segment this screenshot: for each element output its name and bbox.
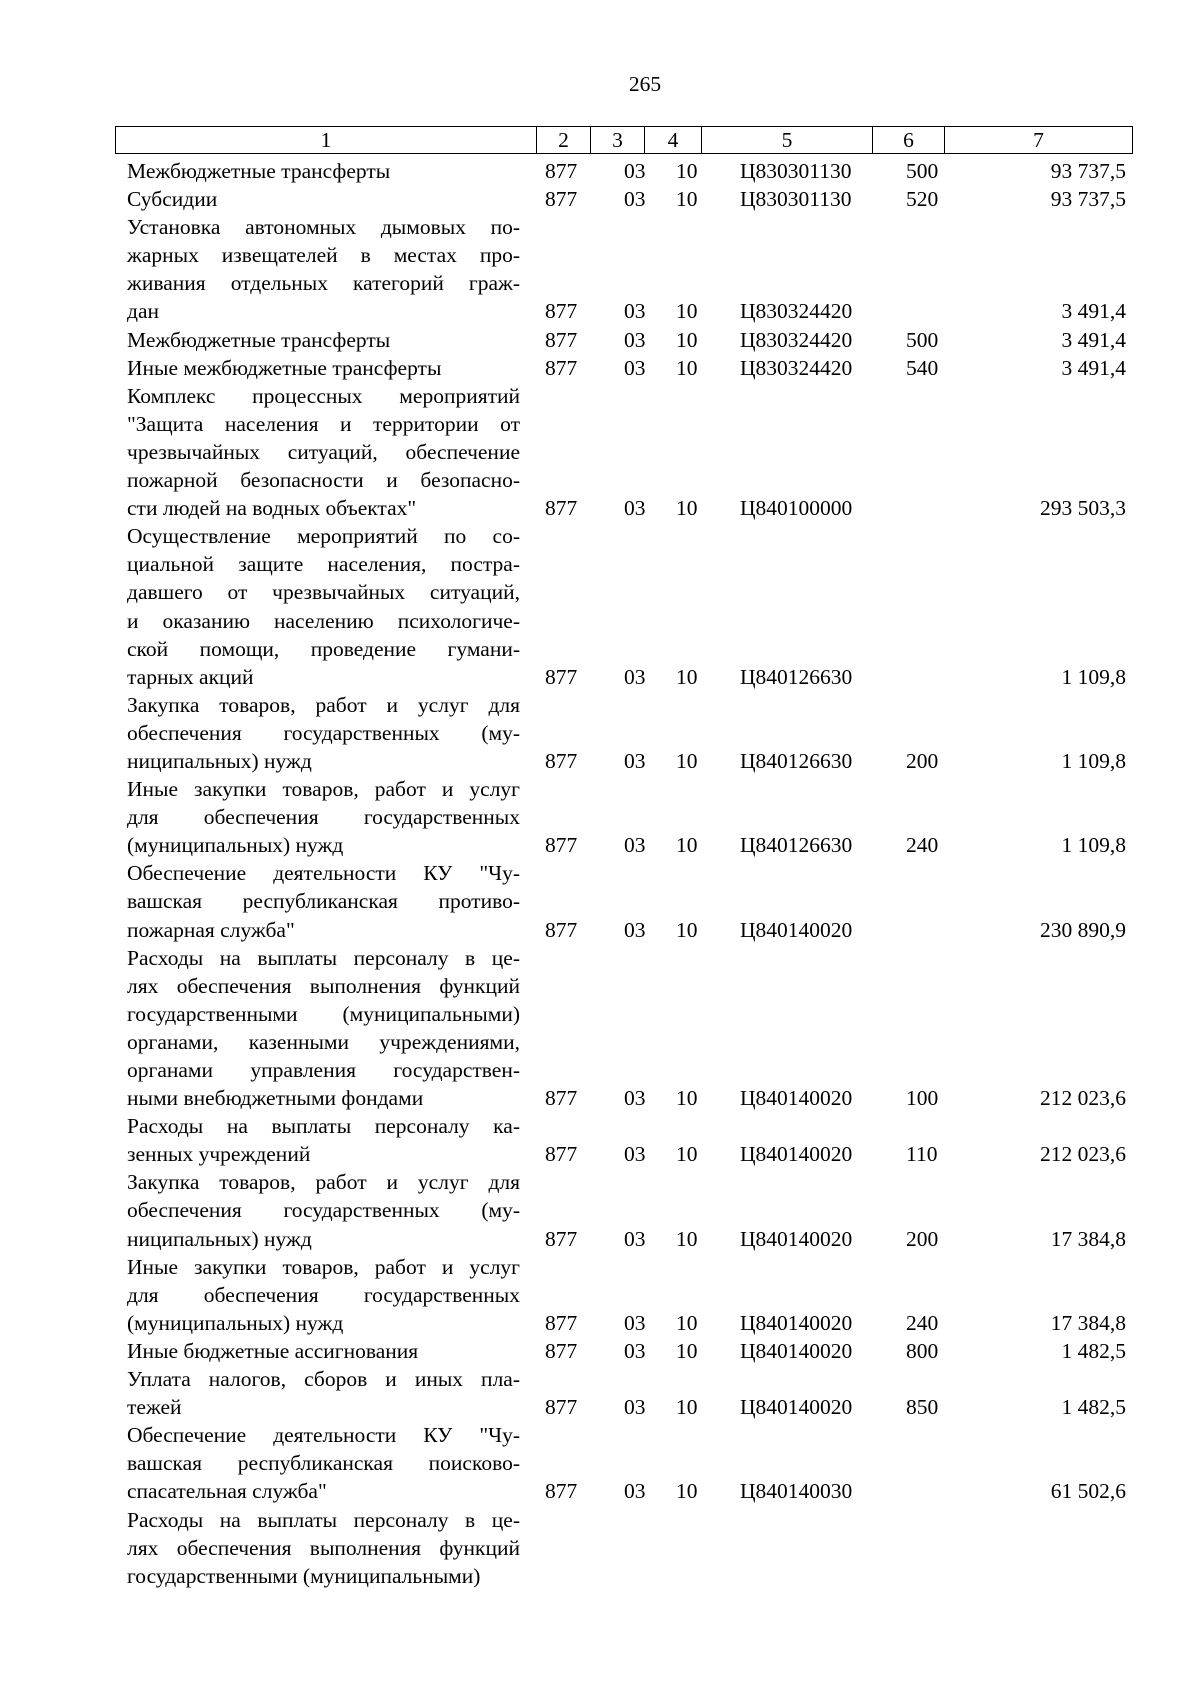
description-line: тарных акций (127, 664, 254, 689)
row-cell-c5: Ц840140020 (740, 1086, 853, 1111)
row-cell-c2: 877 (545, 833, 578, 858)
row-cell-c4: 10 (676, 355, 698, 380)
table-row (0, 1421, 1200, 1505)
row-cell-c2: 877 (545, 496, 578, 521)
row-cell-c3: 03 (624, 1395, 646, 1420)
description-line: (муниципальных) нужд (127, 1310, 344, 1335)
description-line: "Защита населения и территории от (127, 411, 520, 436)
row-description (127, 1421, 520, 1505)
description-line: ниципальных) нужд (127, 748, 312, 773)
row-cell-c5: Ц830301130 (740, 187, 852, 212)
row-description (127, 691, 520, 775)
table-row (0, 213, 1200, 325)
row-cell-c7: 1 109,8 (1061, 748, 1126, 773)
description-line: тежей (127, 1395, 182, 1420)
row-cell-c6: 520 (906, 187, 939, 212)
row-cell-c2: 877 (545, 1479, 578, 1504)
row-cell-c2: 877 (545, 1338, 578, 1363)
description-line: Иные бюджетные ассигнования (127, 1338, 419, 1363)
row-cell-c4: 10 (676, 327, 698, 352)
row-cell-c3: 03 (624, 355, 646, 380)
row-cell-c5: Ц830324420 (740, 355, 853, 380)
row-cell-c7: 293 503,3 (1040, 496, 1126, 521)
row-cell-c4: 10 (676, 187, 698, 212)
column-header-4: 4 (645, 127, 702, 154)
row-cell-c3: 03 (624, 159, 646, 183)
row-cell-c4: 10 (676, 496, 698, 521)
row-cell-c2: 877 (545, 1142, 578, 1167)
table-row (0, 775, 1200, 859)
row-cell-c4: 10 (676, 1142, 698, 1167)
row-description (127, 354, 520, 382)
row-cell-c7: 17 384,8 (1050, 1310, 1126, 1335)
row-cell-c3: 03 (624, 1226, 646, 1251)
row-cell-c5: Ц840140020 (740, 1142, 853, 1167)
row-cell-c6: 850 (906, 1395, 939, 1420)
row-cell-c7: 1 109,8 (1061, 833, 1126, 858)
description-line: Обеспечение деятельности КУ "Чу- (127, 1423, 520, 1448)
table-row (0, 859, 1200, 943)
row-cell-c4: 10 (676, 664, 698, 689)
row-cell-c3: 03 (624, 1086, 646, 1111)
row-cell-c4: 10 (676, 1226, 698, 1251)
row-description (127, 1253, 520, 1337)
description-line: Иные закупки товаров, работ и услуг (127, 1254, 520, 1279)
description-line: живания отдельных категорий граж- (127, 271, 520, 296)
row-cell-c5: Ц840140020 (740, 1338, 853, 1363)
row-description (127, 1168, 520, 1252)
column-header-2: 2 (537, 127, 591, 154)
row-cell-c7: 3 491,4 (1061, 355, 1126, 380)
row-cell-c7: 212 023,6 (1040, 1086, 1126, 1111)
description-line: спасательная служба" (127, 1479, 327, 1504)
description-line: чрезвычайных ситуаций, обеспечение (127, 439, 520, 464)
description-line: ской помощи, проведение гумани- (127, 636, 520, 661)
description-line: Расходы на выплаты персоналу в це- (127, 1507, 520, 1532)
table-row (0, 691, 1200, 775)
page-number: 265 (628, 72, 662, 96)
description-line: Обеспечение деятельности КУ "Чу- (127, 861, 520, 886)
row-description (127, 944, 520, 1113)
row-cell-c4: 10 (676, 1479, 698, 1504)
row-cell-c6: 240 (906, 1310, 939, 1335)
description-line: Межбюджетные трансферты (127, 327, 391, 352)
description-line: лях обеспечения выполнения функций (127, 973, 520, 998)
description-line: вашская республиканская поисково- (127, 1451, 520, 1476)
description-line: обеспечения государственных (му- (127, 1198, 520, 1223)
description-line: жарных извещателей в местах про- (127, 243, 520, 268)
row-cell-c5: Ц840100000 (740, 496, 853, 521)
row-cell-c5: Ц840126630 (740, 664, 853, 689)
description-line: пожарной безопасности и безопасно- (127, 468, 520, 493)
description-line: и оказанию населению психологиче- (127, 608, 520, 633)
row-cell-c3: 03 (624, 1338, 646, 1363)
row-cell-c7: 93 737,5 (1050, 187, 1126, 212)
row-description (127, 213, 520, 325)
table-row (0, 1337, 1200, 1365)
description-line: зенных учреждений (127, 1142, 311, 1167)
table-row (0, 354, 1200, 382)
table-row (0, 382, 1200, 522)
row-cell-c7: 3 491,4 (1061, 299, 1126, 324)
row-cell-c4: 10 (676, 833, 698, 858)
description-line: Межбюджетные трансферты (127, 159, 391, 183)
description-line: лях обеспечения выполнения функций (127, 1535, 520, 1560)
budget-table-body (0, 157, 1200, 1590)
description-line: для обеспечения государственных (127, 1282, 520, 1307)
table-row (0, 1168, 1200, 1252)
row-cell-c3: 03 (624, 299, 646, 324)
row-cell-c4: 10 (676, 748, 698, 773)
row-description (127, 859, 520, 943)
column-header-3: 3 (591, 127, 645, 154)
table-row (0, 157, 1200, 185)
row-cell-c6: 200 (906, 1226, 939, 1251)
row-cell-c2: 877 (545, 664, 578, 689)
row-cell-c5: Ц840140020 (740, 1395, 853, 1420)
row-cell-c5: Ц840140020 (740, 917, 853, 942)
row-cell-c3: 03 (624, 1142, 646, 1167)
row-cell-c2: 877 (545, 355, 578, 380)
description-line: органами, казенными учреждениями, (127, 1029, 520, 1054)
row-cell-c7: 1 482,5 (1061, 1395, 1126, 1420)
row-cell-c7: 1 109,8 (1061, 664, 1126, 689)
description-line: Установка автономных дымовых по- (127, 215, 520, 240)
description-line: Уплата налогов, сборов и иных пла- (127, 1367, 520, 1392)
row-cell-c2: 877 (545, 187, 578, 212)
row-cell-c5: Ц840140030 (740, 1479, 853, 1504)
row-cell-c5: Ц830324420 (740, 299, 853, 324)
row-description (127, 157, 520, 185)
description-line: обеспечения государственных (му- (127, 720, 520, 745)
row-cell-c3: 03 (624, 748, 646, 773)
row-description (127, 522, 520, 691)
row-description (127, 382, 520, 522)
column-header-1: 1 (116, 127, 537, 154)
description-line: вашская республиканская противо- (127, 889, 520, 914)
row-cell-c7: 3 491,4 (1061, 327, 1126, 352)
column-header-6: 6 (873, 127, 945, 154)
row-cell-c6: 800 (906, 1338, 939, 1363)
row-cell-c5: Ц840140020 (740, 1310, 853, 1335)
row-description (127, 326, 520, 354)
description-line: дан (127, 299, 159, 324)
row-description (127, 1112, 520, 1168)
row-cell-c2: 877 (545, 917, 578, 942)
row-cell-c7: 93 737,5 (1050, 159, 1126, 183)
row-cell-c7: 230 890,9 (1040, 917, 1126, 942)
description-line: Расходы на выплаты персоналу ка- (127, 1114, 520, 1139)
row-cell-c4: 10 (676, 1086, 698, 1111)
description-line: ными внебюджетными фондами (127, 1086, 424, 1111)
description-line: ниципальных) нужд (127, 1226, 312, 1251)
row-cell-c7: 17 384,8 (1050, 1226, 1126, 1251)
table-row (0, 1253, 1200, 1337)
row-cell-c3: 03 (624, 664, 646, 689)
description-line: органами управления государствен- (127, 1058, 520, 1082)
column-header-table (115, 126, 1133, 154)
row-cell-c5: Ц830301130 (740, 159, 852, 183)
table-row (0, 944, 1200, 1113)
row-cell-c3: 03 (624, 496, 646, 521)
row-cell-c2: 877 (545, 1226, 578, 1251)
row-cell-c2: 877 (545, 299, 578, 324)
row-cell-c5: Ц830324420 (740, 327, 853, 352)
description-line: государственными (муниципальными) (127, 1563, 481, 1588)
row-cell-c4: 10 (676, 1310, 698, 1335)
row-description (127, 1337, 520, 1365)
row-cell-c7: 1 482,5 (1061, 1338, 1126, 1363)
row-cell-c5: Ц840140020 (740, 1226, 853, 1251)
row-cell-c6: 100 (906, 1086, 939, 1111)
description-line: государственными (муниципальными) (127, 1001, 520, 1026)
description-line: циальной защите населения, постра- (127, 552, 520, 577)
row-cell-c3: 03 (624, 327, 646, 352)
table-row (0, 185, 1200, 213)
row-description (127, 185, 520, 213)
row-cell-c3: 03 (624, 1310, 646, 1335)
description-line: Иные межбюджетные трансферты (127, 355, 442, 380)
column-header-row (116, 127, 1133, 154)
table-row (0, 1112, 1200, 1168)
description-line: (муниципальных) нужд (127, 833, 344, 858)
row-cell-c3: 03 (624, 1479, 646, 1504)
row-cell-c4: 10 (676, 1338, 698, 1363)
table-row (0, 326, 1200, 354)
table-row (0, 1365, 1200, 1421)
row-cell-c2: 877 (545, 327, 578, 352)
description-line: Комплекс процессных мероприятий (127, 383, 520, 408)
row-cell-c5: Ц840126630 (740, 833, 853, 858)
row-cell-c7: 61 502,6 (1050, 1479, 1126, 1504)
row-description (127, 1365, 520, 1421)
description-line: Расходы на выплаты персоналу в це- (127, 945, 520, 970)
description-line: давшего от чрезвычайных ситуаций, (127, 580, 520, 605)
column-header-7: 7 (945, 127, 1133, 154)
description-line: Осуществление мероприятий по со- (127, 524, 520, 549)
table-row (0, 522, 1200, 691)
row-cell-c4: 10 (676, 159, 698, 183)
description-line: Закупка товаров, работ и услуг для (127, 692, 520, 717)
description-line: Иные закупки товаров, работ и услуг (127, 777, 520, 802)
row-cell-c3: 03 (624, 917, 646, 942)
description-line: Закупка товаров, работ и услуг для (127, 1170, 520, 1195)
row-cell-c5: Ц840126630 (740, 748, 853, 773)
row-cell-c4: 10 (676, 1395, 698, 1420)
description-line: Субсидии (127, 187, 218, 212)
column-header-5: 5 (702, 127, 873, 154)
row-cell-c4: 10 (676, 299, 698, 324)
row-cell-c6: 500 (906, 159, 939, 183)
row-cell-c6: 200 (906, 748, 939, 773)
row-cell-c4: 10 (676, 917, 698, 942)
row-cell-c3: 03 (624, 833, 646, 858)
row-cell-c6: 540 (906, 355, 939, 380)
row-description (127, 775, 520, 859)
row-cell-c2: 877 (545, 748, 578, 773)
description-line: для обеспечения государственных (127, 805, 520, 830)
row-cell-c2: 877 (545, 1310, 578, 1335)
description-line: пожарная служба" (127, 917, 295, 942)
row-cell-c2: 877 (545, 1395, 578, 1420)
row-cell-c6: 240 (906, 833, 939, 858)
row-cell-c3: 03 (624, 187, 646, 212)
row-cell-c6: 500 (906, 327, 939, 352)
table-row (0, 1506, 1200, 1590)
row-cell-c2: 877 (545, 159, 578, 183)
row-cell-c7: 212 023,6 (1040, 1142, 1126, 1167)
row-description (127, 1506, 520, 1590)
row-cell-c2: 877 (545, 1086, 578, 1111)
row-cell-c6: 110 (906, 1142, 938, 1167)
description-line: сти людей на водных объектах" (127, 496, 417, 521)
